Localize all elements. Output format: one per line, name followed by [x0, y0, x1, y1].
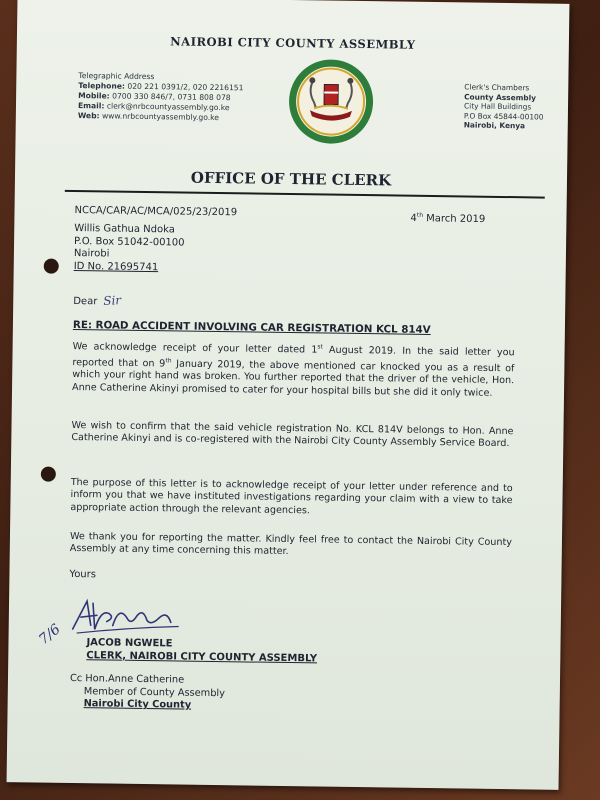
cc-line3: Nairobi City County [83, 698, 192, 711]
signatory-block [86, 637, 317, 665]
chambers-line2: County Assembly [464, 91, 537, 102]
chambers-line1: Clerk's Chambers [464, 82, 530, 93]
salutation-handwritten: Sir [102, 293, 122, 309]
p1-sup-1: st [317, 343, 323, 351]
paragraph-3: The purpose of this letter is to acknowledge receipt of your letter under reference and to inform you that we have instituted investigations regarding your claim with a view to take appropriate action through the relevant agencies. [70, 476, 513, 517]
letterhead-chambers [464, 82, 544, 131]
letter-date [410, 212, 485, 225]
signature-icon [67, 595, 188, 639]
handwritten-initials: 7/6 [36, 621, 64, 649]
chambers-line5: Nairobi, Kenya [463, 120, 526, 131]
county-seal-icon [287, 58, 374, 145]
letterhead-contacts [78, 71, 244, 123]
mobile-label: Mobile: [78, 91, 110, 101]
office-title: OFFICE OF THE CLERK [190, 168, 392, 190]
addressee-block [74, 223, 185, 275]
closing: Yours [69, 568, 97, 581]
addressee-box: P.O. Box 51042-00100 [74, 235, 185, 249]
letter-page [7, 0, 570, 790]
salutation [73, 293, 121, 308]
date-rest: March 2019 [422, 213, 486, 226]
telephone-label: Telephone: [78, 81, 126, 91]
email-label: Email: [77, 101, 105, 111]
chambers-line3: City Hall Buildings [463, 101, 532, 112]
email-value: clerk@nrbcountyassembly.go.ke [106, 101, 230, 113]
cc-block [70, 673, 226, 713]
cc-line1: Cc Hon.Anne Catherine [69, 672, 185, 686]
cc-line2: Member of County Assembly [83, 685, 226, 699]
p1-part-c: January 2019, the above mentioned car knocked you as a result of which your right hand was broken. You further reported that the driver of the vehicle, Hon. Anne Catherine Akinyi promised to cater for your hospital bills but she did it only twice. [71, 358, 515, 399]
punch-hole-top [44, 259, 59, 274]
letterhead-divider [65, 190, 545, 199]
date-suffix: th [416, 211, 424, 219]
web-label: Web: [77, 111, 100, 121]
mobile-value: 0700 330 846/7, 0731 808 078 [112, 91, 231, 103]
addressee-city: Nairobi [73, 247, 110, 260]
signatory-title: CLERK, NAIROBI CITY COUNTY ASSEMBLY [86, 649, 318, 664]
paragraph-2: We wish to confirm that the said vehicle registration No. KCL 814V belongs to Hon. Anne Catherine Akinyi and is co-registered with the Nairobi City County Assembly Service Board. [71, 419, 514, 450]
web-line [78, 111, 243, 123]
p1-sup-2: th [165, 356, 172, 364]
p1-part-b: August 2019. In the said letter you reported that on 9 [72, 344, 515, 370]
chambers-line4: P.O Box 45844-00100 [463, 110, 544, 122]
letterhead-assembly-name: NAIROBI CITY COUNTY ASSEMBLY [170, 34, 416, 52]
salutation-text: Dear [73, 295, 98, 308]
paragraph-4: We thank you for reporting the matter. Kindly feel free to contact the Nairobi City County Assembly at any time concerning this matter. [69, 530, 513, 558]
signatory-name: JACOB NGWELE [86, 637, 173, 650]
addressee-name: Willis Gathua Ndoka [74, 223, 175, 236]
punch-hole-bottom [41, 467, 56, 482]
web-value: www.nrbcountyassembly.go.ke [101, 111, 220, 123]
addressee-id: ID No. 21695741 [73, 260, 159, 273]
telegraphic-label: Telegraphic Address [78, 71, 155, 82]
p1-part-a: We acknowledge receipt of your letter dated 1 [72, 341, 318, 356]
telephone-value: 020 221 0391/2, 020 2216151 [127, 81, 244, 93]
date-day: 4 [410, 213, 417, 225]
paragraph-1 [72, 338, 515, 400]
letter-subject: RE: ROAD ACCIDENT INVOLVING CAR REGISTRATION KCL 814V [72, 318, 431, 336]
reference-number: NCCA/CAR/AC/MCA/025/23/2019 [74, 205, 238, 219]
